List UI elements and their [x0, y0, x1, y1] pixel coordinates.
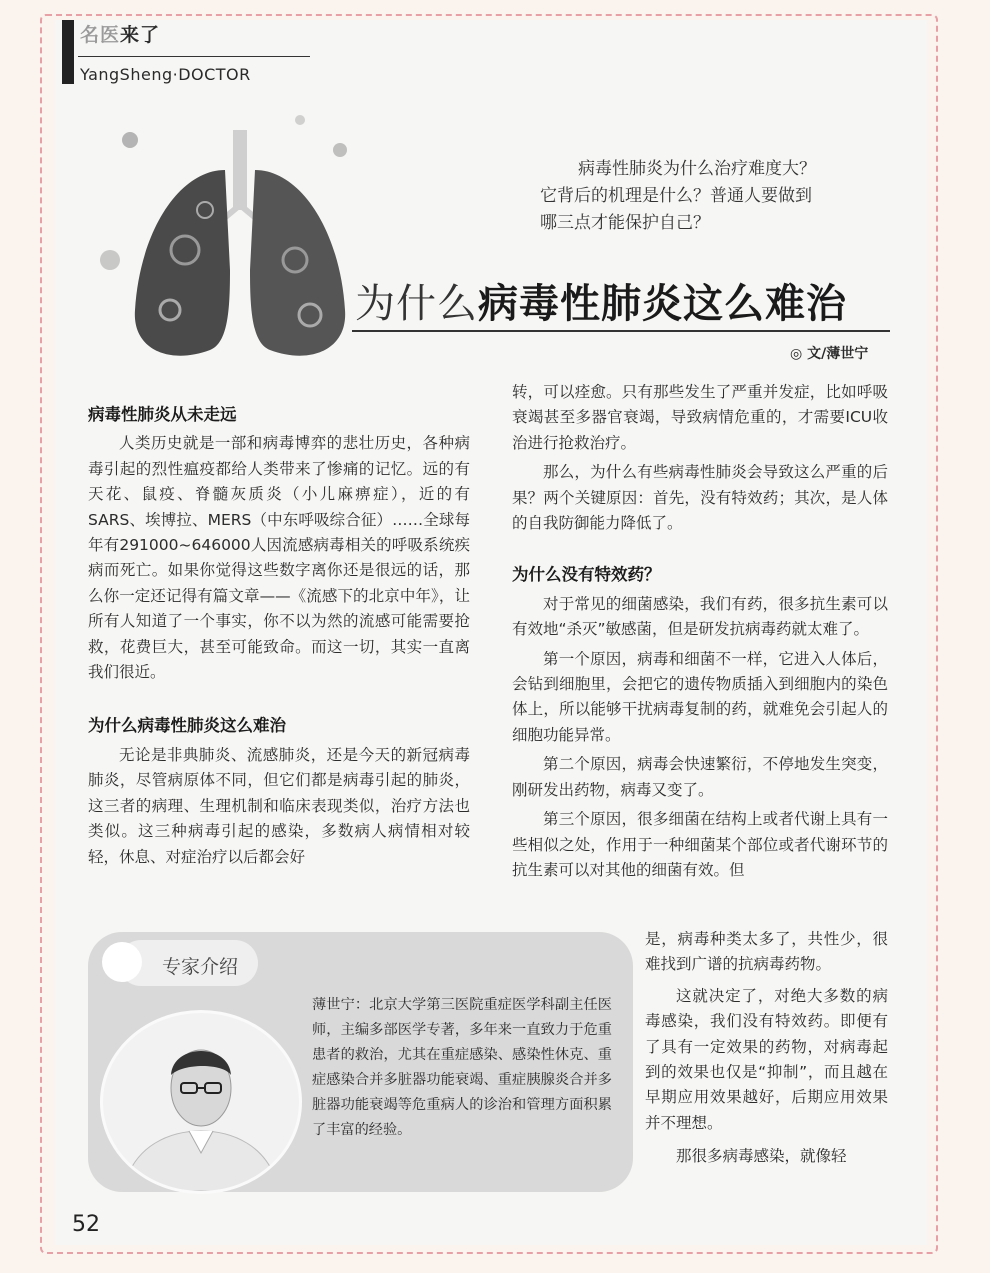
expert-label: 专家介绍 — [162, 956, 239, 978]
paragraph: 第三个原因，很多细菌在结构上或者代谢上具有一些相似之处，作用于一种细菌某个部位或者代谢环节的抗生素可以对其他的细菌有效。但 — [512, 810, 888, 879]
paragraph: 对于常见的细菌感染，我们有药，很多抗生素可以有效地“杀灭”敏感菌，但是研发抗病毒药就太难了。 — [512, 594, 888, 639]
paragraph: 那很多病毒感染，就像轻 — [676, 1147, 847, 1166]
right-column-wrap — [645, 927, 888, 1170]
paragraph: 无论是非典肺炎、流感肺炎，还是今天的新冠病毒肺炎，尽管病原体不同，但它们都是病毒引起的肺炎，这三者的病理、生理机制和临床表现类似，治疗方法也类似。这三种病毒引起的感染，多数病人病情相对较轻，休息、对症治疗以后都会好 — [88, 745, 470, 866]
byline: ◎ 文/薄世宁 — [790, 346, 869, 362]
intro-line: 病毒性肺炎为什么治疗难度大？ — [578, 159, 816, 179]
column-title-dark: 来了 — [120, 24, 161, 46]
right-column — [512, 380, 888, 883]
header-divider — [78, 56, 310, 57]
title-rule — [352, 330, 890, 332]
expert-photo — [100, 1010, 302, 1194]
paragraph: 人类历史就是一部和病毒博弈的悲壮历史，各种病毒引起的烈性瘟疫都给人类带来了惨痛的记忆。远的有天花、鼠疫、脊髓灰质炎（小儿麻痹症），近的有SARS、埃博拉、MERS（中东呼吸综合征）……全球每年有291000~646000人因流感病毒相关的呼吸系统疾病而死亡。如果你觉得这些数字离你还是很远的话，那么你一定还记得有篇文章——《流感下的北京中年》，让所有人知道了一个事实，你不以为然的流感可能需要抢救，花费巨大，甚至可能致命。而这一切，其实一直离我们很近。 — [88, 434, 470, 682]
paragraph: 第一个原因，病毒和细菌不一样，它进入人体后，会钻到细胞里，会把它的遗传物质插入到细胞内的染色体上，所以能够干扰病毒复制的药，就难免会引起人的细胞功能异常。 — [512, 649, 888, 744]
title-bold: 病毒性肺炎这么难治 — [478, 281, 847, 327]
section-heading: 为什么没有特效药？ — [512, 565, 661, 585]
paragraph: 转，可以痊愈。只有那些发生了严重并发症，比如呼吸衰竭甚至多器官衰竭，导致病情危重的，才需要ICU收治进行抢救治疗。 — [512, 383, 888, 452]
article-intro — [540, 156, 860, 237]
intro-line: 它背后的机理是什么？普通人要做到 — [540, 186, 812, 206]
paragraph: 这就决定了，对绝大多数的病毒感染，我们没有特效药。即便有了具有一定效果的药物，对病毒起到的效果也仅是“抑制”，而且越在早期应用效果越好，后期应用效果并不理想。 — [645, 986, 888, 1132]
paragraph: 是，病毒种类太多了，共性少，很难找到广谱的抗病毒药物。 — [645, 930, 888, 974]
paragraph: 第二个原因，病毒会快速繁衍，不停地发生突变，刚研发出药物，病毒又变了。 — [512, 755, 888, 799]
portrait-icon — [103, 1013, 299, 1191]
section-heading: 为什么病毒性肺炎这么难治 — [88, 716, 286, 736]
header-bar — [62, 20, 74, 84]
intro-line: 哪三点才能保护自己？ — [540, 213, 710, 233]
paragraph: 那么，为什么有些病毒性肺炎会导致这么严重的后果？两个关键原因：首先，没有特效药；其次，是人体的自我防御能力降低了。 — [512, 463, 888, 533]
expert-dot — [102, 942, 142, 982]
title-light: 为什么 — [355, 281, 478, 327]
lungs-illustration — [90, 110, 390, 370]
article-title — [355, 272, 847, 329]
column-title-light: 名医 — [80, 24, 121, 46]
column-title — [80, 20, 160, 47]
page-number: 52 — [72, 1212, 100, 1237]
column-subtitle: YangSheng·DOCTOR — [80, 65, 251, 84]
section-heading: 病毒性肺炎从未走远 — [88, 405, 237, 424]
left-column — [88, 402, 470, 870]
expert-bio: 薄世宁：北京大学第三医院重症医学科副主任医师，主编多部医学专著，多年来一直致力于危重患者的救治，尤其在重症感染、感染性休克、重症感染合并多脏器功能衰竭、重症胰腺炎合并多脏器功能衰竭等危重病人的诊治和管理方面积累了丰富的经验。 — [312, 997, 612, 1138]
